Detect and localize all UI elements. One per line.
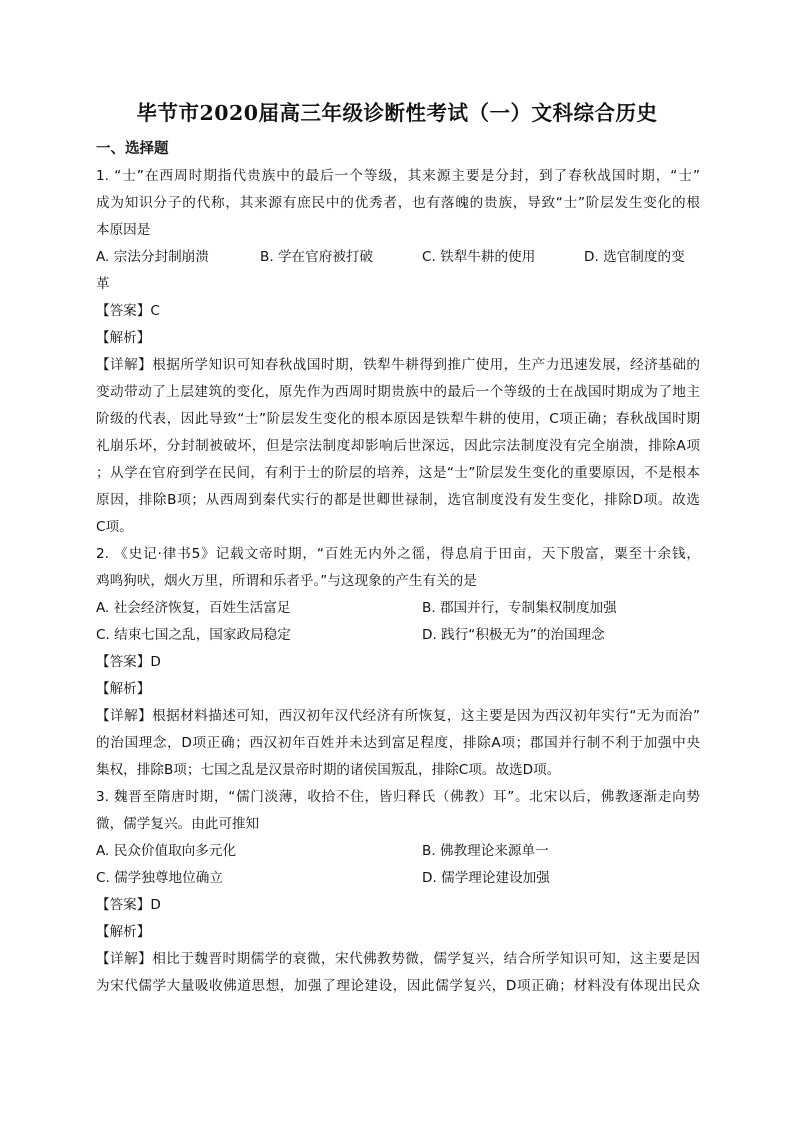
answer-line — [96, 892, 700, 919]
option-b: B. 佛教理论来源单一 — [422, 843, 549, 859]
detail-text: 根据所学知识可知春秋战国时期，铁犁牛耕得到推广使用，生产力迅速发展，经济基础的 — [152, 357, 700, 373]
detail-line: 变动带动了上层建筑的变化，原先作为西周时期贵族中的最后一个等级的士在战国时期成为了地主 — [96, 384, 700, 400]
option-c: C. 结束七国之乱，国家政局稳定 — [96, 627, 291, 643]
detail-line: 阶级的代表，因此导致“士”阶层发生变化的根本原因是铁犁牛耕的使用，C项正确；春秋战国时期 — [96, 411, 700, 427]
option-row — [96, 838, 700, 865]
document-body — [96, 136, 700, 1000]
detail-label: 【详解】 — [96, 951, 153, 967]
question-1 — [96, 163, 700, 541]
answer-label: 【答案】 — [96, 654, 151, 670]
question-stem-line: 成为知识分子的代称，其来源有庶民中的优秀者，也有落魄的贵族，导致“士”阶层发生变化的根 — [96, 195, 700, 211]
option-row — [96, 595, 700, 622]
detail-line — [96, 352, 700, 379]
detail-line — [96, 946, 700, 973]
option-d: D. 践行“积极无为”的治国理念 — [422, 627, 605, 643]
question-stem-line: 3. 魏晋至隋唐时期，“儒门淡薄，收拾不住，皆归释氏（佛教）耳”。北宋以后，佛教逐渐走向势 — [96, 789, 700, 805]
detail-line: ；从学在官府到学在民间，有利于士的阶层的培养，这是“士”阶层发生变化的重要原因，不是根本 — [96, 465, 700, 481]
section-heading: 一、选择题 — [96, 141, 169, 157]
option-a: A. 宗法分封制崩溃 — [96, 249, 209, 265]
detail-label: 【详解】 — [96, 357, 153, 373]
answer-value: D — [150, 897, 161, 913]
answer-line — [96, 649, 700, 676]
detail-line: C项。 — [96, 519, 133, 535]
detail-label: 【详解】 — [96, 708, 153, 724]
question-3 — [96, 784, 700, 1000]
analysis-label: 【解析】 — [96, 330, 151, 346]
option-row — [96, 865, 700, 892]
question-stem-line: 2. 《史记·律书5》记载文帝时期，“百姓无内外之徭，得息肩于田亩，天下殷富，粟至十余钱， — [96, 546, 700, 562]
option-b: B. 郡国并行，专制集权制度加强 — [422, 600, 617, 616]
option-c: C. 儒学独尊地位确立 — [96, 870, 223, 886]
answer-value: D — [150, 654, 161, 670]
question-stem-line: 微，儒学复兴。由此可推知 — [96, 816, 260, 832]
question-stem-line: 本原因是 — [96, 222, 151, 238]
option-row — [96, 244, 700, 271]
option-a: A. 社会经济恢复，百姓生活富足 — [96, 600, 291, 616]
question-stem-line: 1. “士”在西周时期指代贵族中的最后一个等级，其来源主要是分封，到了春秋战国时期，“士” — [96, 168, 700, 184]
detail-line: 集权，排除B项；七国之乱是汉景帝时期的诸侯国叛乱，排除C项。故选D项。 — [96, 762, 561, 778]
analysis-label: 【解析】 — [96, 924, 151, 940]
option-b: B. 学在官府被打破 — [260, 249, 374, 265]
detail-line: 礼崩乐坏，分封制被破坏，但是宗法制度却影响后世深远，因此宗法制度没有完全崩溃，排除A项 — [96, 438, 700, 454]
answer-value: C — [150, 303, 160, 319]
detail-text: 相比于魏晋时期儒学的衰微，宋代佛教势微，儒学复兴，结合所学知识可知，这主要是因 — [152, 951, 700, 967]
detail-line: 为宋代儒学大量吸收佛道思想，加强了理论建设，因此儒学复兴，D项正确；材料没有体现出民众 — [96, 978, 700, 994]
question-2 — [96, 541, 700, 784]
detail-line: 的治国理念，D项正确；西汉初年百姓并未达到富足程度，排除A项；郡国并行制不利于加强中央 — [96, 735, 700, 751]
option-d: D. 选官制度的变 — [584, 249, 685, 265]
page-title: 毕节市2020届高三年级诊断性考试（一）文科综合历史 — [136, 101, 658, 125]
answer-label: 【答案】 — [96, 303, 151, 319]
detail-text: 根据材料描述可知，西汉初年汉代经济有所恢复，这主要是因为西汉初年实行“无为而治” — [152, 708, 700, 724]
analysis-label: 【解析】 — [96, 681, 151, 697]
detail-line — [96, 703, 700, 730]
option-c: C. 铁犁牛耕的使用 — [422, 249, 536, 265]
answer-label: 【答案】 — [96, 897, 151, 913]
option-row — [96, 622, 700, 649]
option-d: D. 儒学理论建设加强 — [422, 870, 550, 886]
option-wrap: 革 — [96, 276, 110, 292]
option-a: A. 民众价值取向多元化 — [96, 843, 237, 859]
answer-line — [96, 298, 700, 325]
question-stem-line: 鸡鸣狗吠，烟火万里，所谓和乐者乎。”与这现象的产生有关的是 — [96, 573, 477, 589]
detail-line: 原因，排除B项；从西周到秦代实行的都是世卿世禄制，选官制度没有发生变化，排除D项。故选 — [96, 492, 700, 508]
